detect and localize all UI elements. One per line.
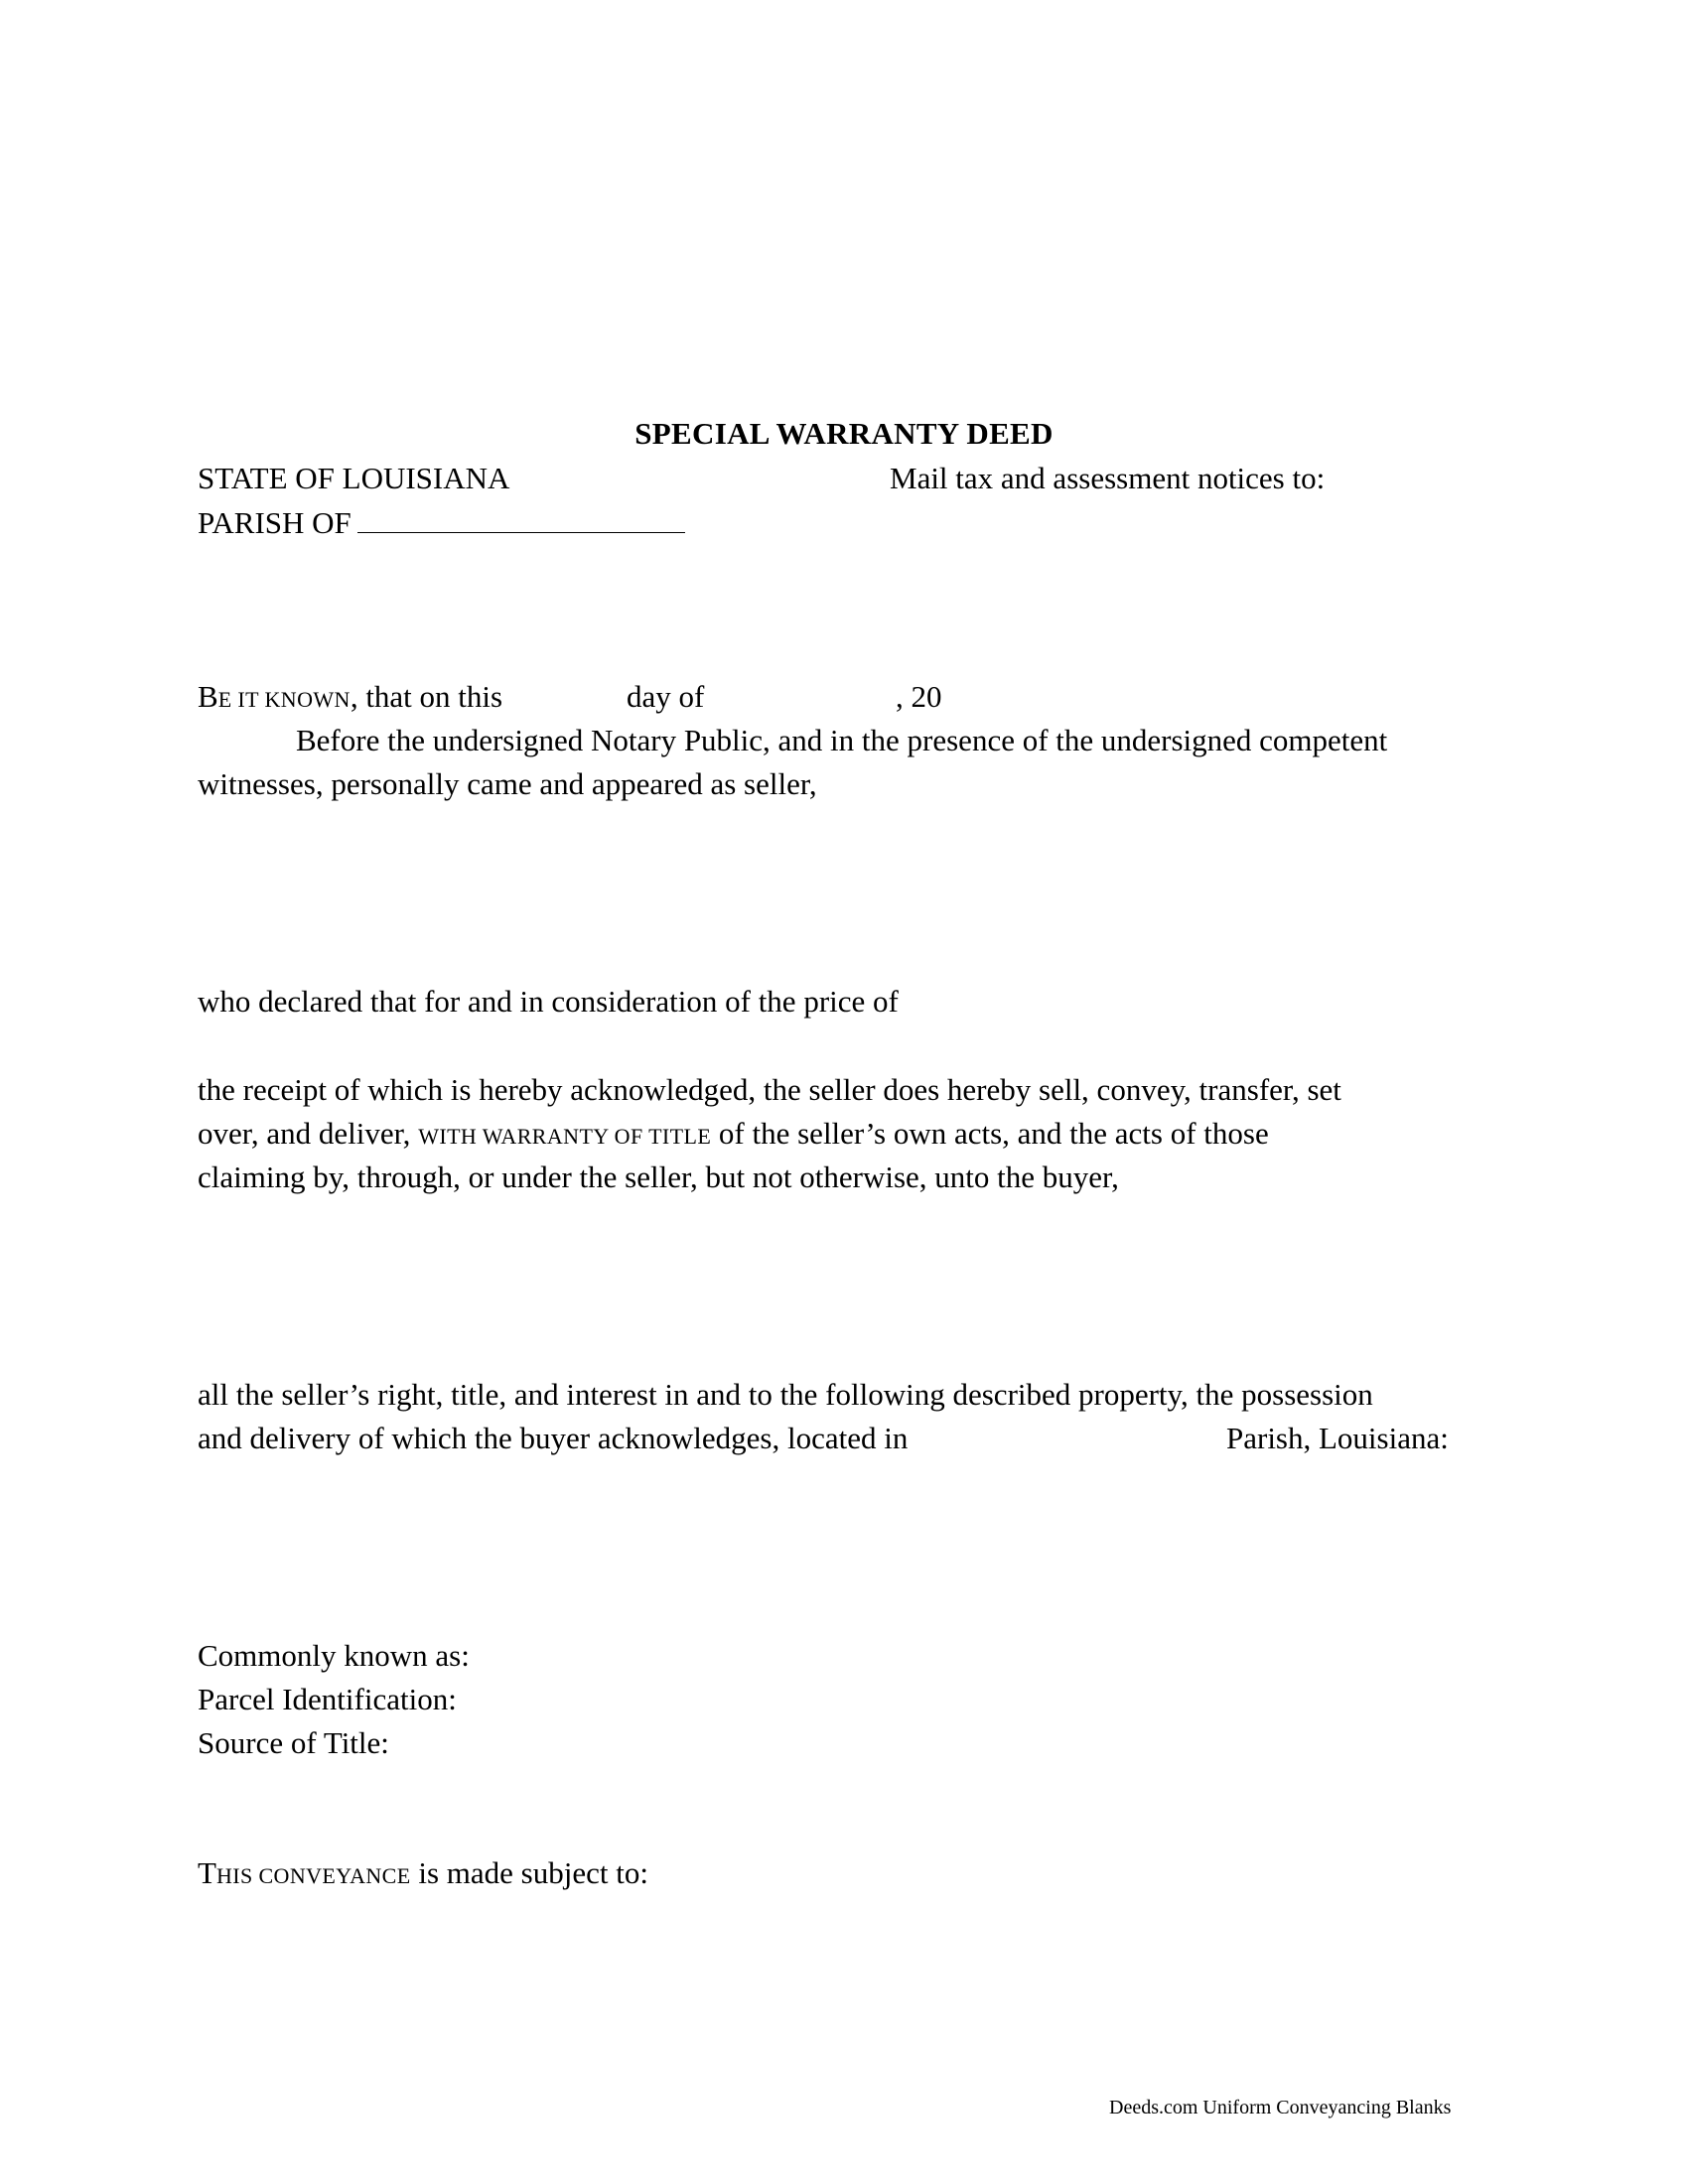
parcel-id-label: Parcel Identification: [198, 1682, 457, 1716]
conveyance-smallcaps: HIS CONVEYANCE [215, 1863, 411, 1888]
state-label: STATE OF LOUISIANA [198, 461, 510, 495]
year-prefix: , 20 [896, 679, 942, 714]
be-it-known-after: , that on this [350, 679, 503, 714]
day-of-label: day of [627, 679, 705, 714]
paragraph2-line2 [198, 1116, 1269, 1155]
warranty-of-title: WITH WARRANTY OF TITLE [418, 1124, 712, 1149]
paragraph3-line1: all the seller’s right, title, and interest in and to the following described property, the possession [198, 1377, 1373, 1412]
document-title: SPECIAL WARRANTY DEED [634, 416, 1054, 451]
conveyance-line [198, 1855, 648, 1894]
conveyance-first: T [198, 1855, 216, 1890]
paragraph3-line2-left: and delivery of which the buyer acknowledges, located in [198, 1421, 909, 1455]
consideration-line: who declared that for and in consideration of the price of [198, 984, 899, 1019]
mail-notices-label: Mail tax and assessment notices to: [890, 461, 1326, 495]
be-it-known-line [198, 679, 502, 718]
paragraph2-line1: the receipt of which is hereby acknowledged, the seller does hereby sell, convey, transfer, set [198, 1072, 1341, 1107]
paragraph2-line2-after: of the seller’s own acts, and the acts of those [711, 1116, 1269, 1151]
paragraph1-line2: witnesses, personally came and appeared as seller, [198, 766, 817, 801]
conveyance-after: is made subject to: [410, 1855, 648, 1890]
footer-text: Deeds.com Uniform Conveyancing Blanks [1109, 2097, 1452, 2118]
paragraph3-line2-right: Parish, Louisiana: [1226, 1421, 1449, 1455]
be-it-known-first: B [198, 679, 218, 714]
paragraph2-line2-before: over, and deliver, [198, 1116, 419, 1151]
paragraph1-line1: Before the undersigned Notary Public, and in the presence of the undersigned competent [296, 723, 1388, 757]
parish-line [198, 504, 685, 541]
be-it-known-smallcaps: E IT KNOWN [217, 687, 351, 712]
commonly-known-label: Commonly known as: [198, 1638, 470, 1673]
paragraph2-line3: claiming by, through, or under the seller, but not otherwise, unto the buyer, [198, 1160, 1119, 1194]
parish-label: PARISH OF [198, 505, 352, 540]
parish-blank[interactable] [357, 504, 685, 533]
source-of-title-label: Source of Title: [198, 1725, 389, 1760]
